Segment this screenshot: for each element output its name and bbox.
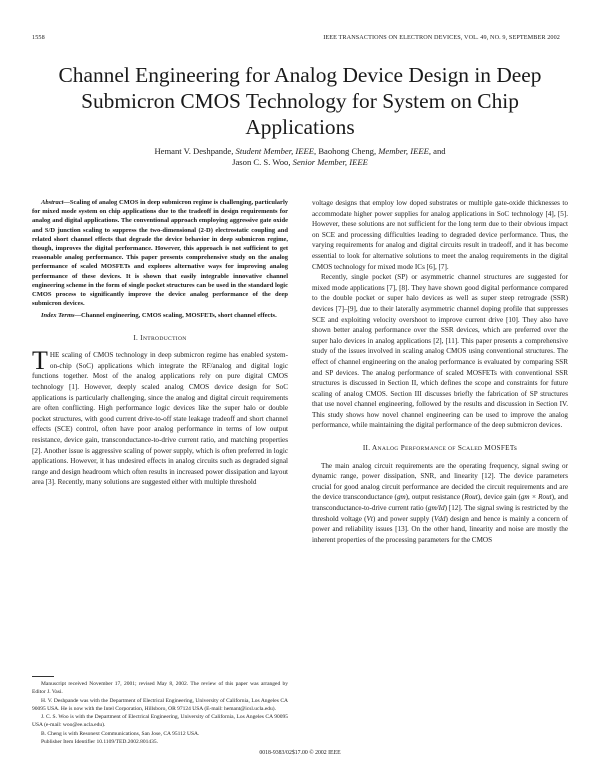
- index-terms-label: Index Terms—: [41, 312, 82, 320]
- math-symbol: Vt: [366, 514, 373, 523]
- abstract-label: Abstract—: [41, 199, 70, 206]
- heading-text: MOSFETs: [482, 444, 518, 453]
- intro-paragraph: [32, 346, 288, 488]
- heading-text: ERFORMANCE OF: [405, 446, 456, 453]
- author-role: Member, IEEE: [378, 146, 429, 156]
- author-separator: , and: [428, 146, 446, 156]
- math-symbol: Vdd: [433, 514, 446, 523]
- paragraph-text: ), device gain (: [477, 493, 521, 502]
- journal-header: IEEE TRANSACTIONS ON ELECTRON DEVICES, VOL. 49, NO. 9, SEPTEMBER 2002: [323, 34, 560, 41]
- author-role: Senior Member, IEEE: [292, 157, 368, 167]
- abstract-text: Scaling of analog CMOS in deep submicron regime is challenging, particularly for mixed mode system on chip applications due to the tradeoff in design requirements for analog and digital applications. The conventional approach employing aggressive gate oxide and S/D junction scaling to suppress the two-dimensional (2-D) electrostatic coupling and related short channel effects that degrade the device behavior in deep submicron regime, though, improves the digital performance. However, this approach is not sufficient to get reasonable analog performance. This paper presents comprehensive study on the analog performance of scaled MOSFETs and explores alternative ways for improving analog performance of these devices. It is shown that easily integrable innovative channel engineering scheme in the form of single pocket structures can be used in the standard logic CMOS process to significantly improve the device analog performance of the deep submicron devices.: [32, 199, 288, 308]
- paragraph-text: ) and power supply (: [372, 514, 434, 523]
- footnotes: [32, 680, 288, 746]
- copyright-footer: 0018-9383/02$17.00 © 2002 IEEE: [259, 750, 341, 756]
- paragraph-text: ), output resistance (: [405, 493, 465, 502]
- math-symbol: gm/Id: [427, 504, 445, 513]
- heading-text: II. A: [362, 444, 378, 453]
- section-heading-analog-performance: [312, 443, 568, 455]
- heading-text: I. I: [133, 333, 143, 342]
- paragraph-text: ) [12]. The signal swing is restricted by the threshold voltage (: [312, 504, 568, 523]
- math-symbol: gm: [396, 493, 406, 502]
- heading-text: NTRODUCTION: [142, 335, 187, 342]
- paragraph-text: The main analog circuit requirements are the operating frequency, signal swing or dynamic range, power dissipation, SNR, and linearity [12]. The device parameters crucial for good analog circuit performance are decided the circuit requirements and are the device transconductance (: [312, 461, 568, 502]
- section-heading-introduction: [32, 333, 288, 345]
- author-list: [60, 146, 540, 168]
- author-name: Jason C. S. Woo,: [232, 157, 293, 167]
- footnote: J. C. S. Woo is with the Department of Electrical Engineering, University of California, Los Angeles CA 90095 USA (e-mail: woo@ee.ucla.edu).: [32, 714, 288, 729]
- index-terms: [32, 311, 288, 320]
- author-name: Hemant V. Deshpande,: [154, 146, 236, 156]
- paragraph-text: Recently, single pocket (SP) or asymmetric channel structures are suggested for mixed mode applications [7], [8]. They have shown good digital performance compared to the double pocket or super halo devices as well as super steep retrograde (SSR) devices [7]–[9], due to their laterally asymmetric channel doping profile that suppresses SCE and exploiting velocity overshoot to improve current drive [10]. They also have shown better analog performance over the SSR devices, which are preferred over the super halo devices in analog applications [2], [11]. This paper presents a comprehensive study of the issues involved in scaling analog CMOS using conventional structures. The effect of channel engineering on the analog performance is evaluated by comparing SSR and SP devices. The analog performance of scaled MOSFETs with conventional SSR structures is discussed in Section II, which defines the scope and constraints for future scaling of analog CMOS. Section III discusses briefly the fabrication of SP structures that use novel channel engineering, followed by the results and discussion in Section IV. This study shows how novel channel engineering can be used to improve the analog performance, while maintaining the digital performance of the deep submicron devices.: [312, 273, 568, 430]
- footnote: Publisher Item Identifier 10.1109/TED.2002.801435.: [41, 739, 158, 746]
- heading-text: S: [455, 444, 463, 453]
- paragraph-text: HE scaling of CMOS technology in deep submicron regime has enabled system-on-chip (SoC) applications which integrate the RF/analog and digital logic functions together. Most of the analog applications rely on pure digital CMOS technology [1]. However, deeply scaled analog CMOS device design for SoC applications is particularly challenging, since the analog and digital circuit requirements are often conflicting. High performance logic devices like the super halo or double pocket structures, with good current drive-to-off state leakage tradeoff and short channel effects (SCE) control, often have poor analog performance in terms of low output resistance, device gain, transconductance-to-drive current ratio, and matching properties [2]. Another issue is aggressive scaling of power supply, which is often preferred in logic applications. However, it has undesired effects in analog circuits such as degraded signal range and design headroom which often results in increased power dissipation and layout area [3]. Recently, many solutions are suggested either with multiple threshold: [32, 351, 288, 487]
- math-symbol: gm × Rout: [520, 493, 552, 502]
- math-symbol: Rout: [464, 493, 478, 502]
- footnote: H. V. Deshpande was with the Department of Electrical Engineering, University of California, Los Angeles CA 90095 USA. He is now with the Intel Corporation, Hillsboro, OR 97124 USA (E-mail: hemant@icsl.ucla.edu).: [32, 697, 288, 712]
- index-terms-text: Channel engineering, CMOS scaling, MOSFETs, short channel effects.: [81, 312, 277, 320]
- left-column: [32, 198, 288, 488]
- heading-text: CALED: [462, 446, 483, 453]
- author-name: , Baohong Cheng,: [314, 146, 379, 156]
- paragraph-text: ) design and hence is mainly a concern of power and reliability issues [13]. On the other hand, linearity and noise are mostly the inherent properties of the processing parameters for the CMOS: [312, 514, 568, 544]
- paragraph-text: ), and transconductance-to-drive current ratio (: [312, 493, 569, 513]
- abstract: [32, 198, 288, 308]
- paper-title: Channel Engineering for Analog Device Design in Deep Submicron CMOS Technology for System on Chip Applications: [58, 63, 542, 139]
- author-role: Student Member, IEEE: [235, 146, 315, 156]
- drop-cap: T: [32, 346, 48, 376]
- footnote: Manuscript received November 17, 2001; revised May 8, 2002. The review of this paper was arranged by Editor J. Vasi.: [32, 681, 288, 696]
- right-column: [312, 198, 568, 545]
- heading-text: P: [398, 444, 406, 453]
- footnote-rule: [32, 676, 54, 677]
- page-number: 1558: [32, 34, 45, 41]
- heading-text: NALOG: [377, 446, 399, 453]
- paragraph-text: voltage designs that employ low doped substrates or multiple gate-oxide thicknesses to accommodate higher power supplies for analog applications in SoC technology [4], [5]. However, these solutions are not sufficient for the long term due to their obvious impact on SCE and processing difficulties leading to degraded device performance. Thus, the varying requirements for analog and digital circuits result in tradeoff, and it has become essential to look for alternative solutions to meet the analog requirements in the digital CMOS technology for mixed mode ICs [6], [7].: [312, 199, 568, 271]
- section2-paragraph: [312, 461, 568, 546]
- footnote: B. Cheng is with Resonext Communications, San Jose, CA 95112 USA.: [41, 730, 200, 737]
